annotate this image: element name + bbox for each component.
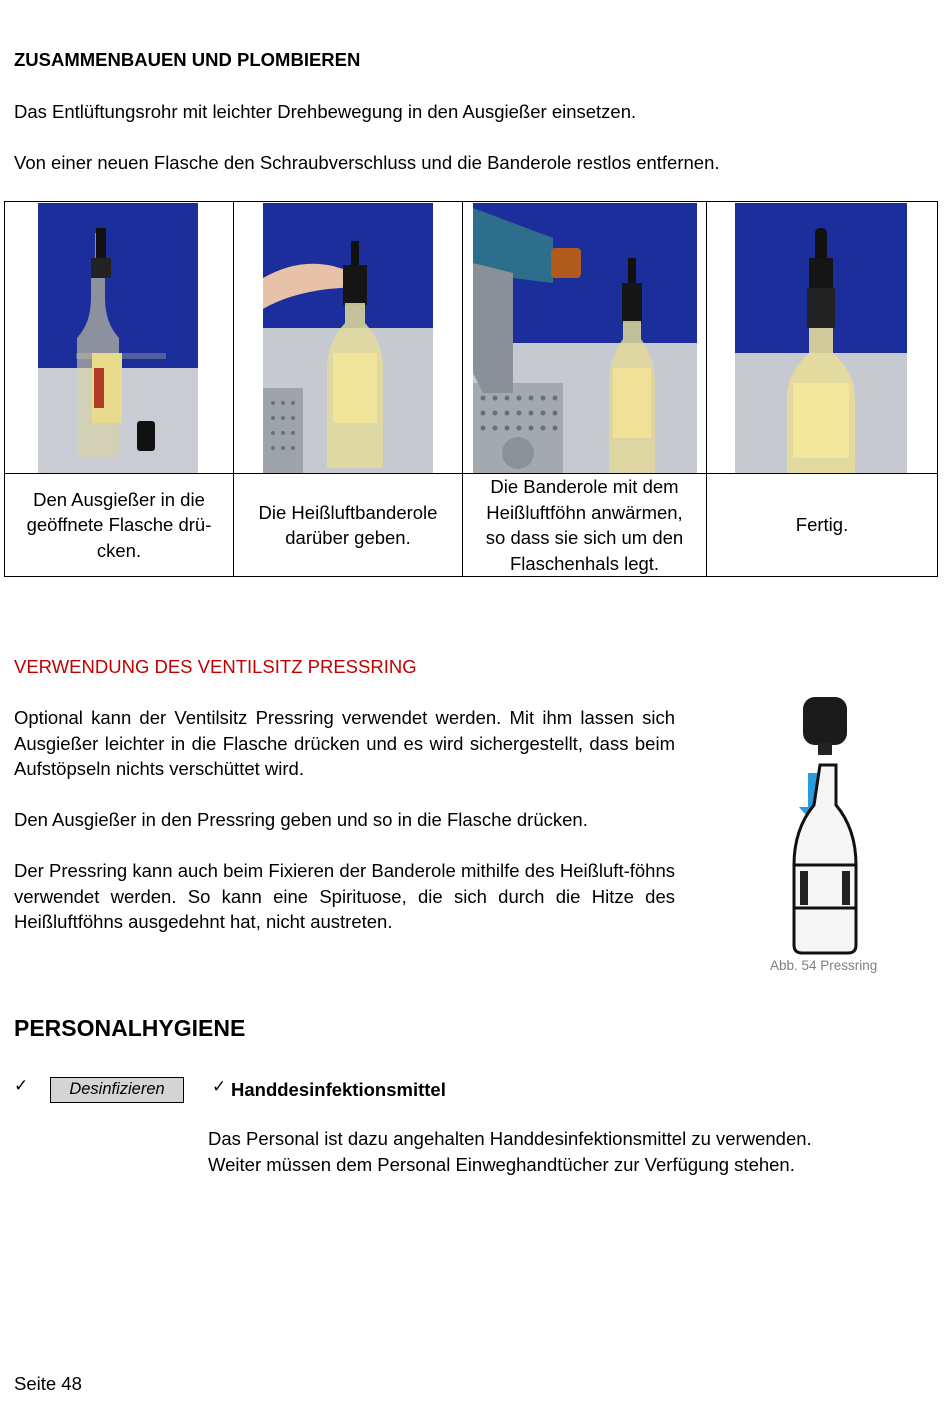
- hygiene-line-2: Weiter müssen dem Personal Einweghandtücher zur Verfügung stehen.: [208, 1154, 795, 1175]
- sealed-bottle-photo: [735, 203, 907, 473]
- pressring-illustration: [790, 693, 860, 955]
- figure-caption: Abb. 54 Pressring: [770, 958, 878, 973]
- bottle-with-pourer-photo: [38, 203, 198, 473]
- step-1-image-cell: [5, 202, 234, 474]
- step-2-caption: Die Heißluftbanderole darüber geben.: [234, 474, 463, 577]
- check-icon: ✓: [212, 1077, 227, 1097]
- paragraph-remove-cap: Von einer neuen Flasche den Schraubverschluss und die Banderole restlos entfernen.: [14, 152, 720, 173]
- paragraph-pressring-heatgun: Der Pressring kann auch beim Fixieren der Banderole mithilfe des Heißluft-föhns verwendet werden. So kann eine Spirituose, die sich durch die Hitze des Heißluftföhns ausgedehnt hat, nicht austreten.: [14, 860, 675, 932]
- step-4-caption: Fertig.: [707, 474, 938, 577]
- step-2-image-cell: [234, 202, 463, 474]
- step-3-image-cell: [463, 202, 707, 474]
- step-3-caption: Die Banderole mit dem Heißluftföhn anwärmen, so dass sie sich um den Flaschenhals legt.: [463, 474, 707, 577]
- paragraph-pressring-optional: Optional kann der Ventilsitz Pressring verwendet werden. Mit ihm lassen sich Ausgießer leichter in die Flasche drücken und es wird sichergestellt, dass beim Aufstöpseln nichts verschüttet wird.: [14, 707, 675, 779]
- hand-placing-band-photo: [263, 203, 433, 473]
- paragraph-insert-tube: Das Entlüftungsrohr mit leichter Drehbewegung in den Ausgießer einsetzen.: [14, 101, 637, 122]
- page-number: Seite 48: [14, 1373, 82, 1394]
- heat-gun-photo: [473, 203, 697, 473]
- item-title-hand-disinfectant: Handdesinfektionsmittel: [231, 1079, 446, 1100]
- section-title-pressring: VERWENDUNG DES VENTILSITZ PRESSRING: [14, 656, 417, 677]
- section-title-hygiene: PERSONALHYGIENE: [14, 1015, 246, 1041]
- paragraph-pressring-usage: Den Ausgießer in den Pressring geben und so in die Flasche drücken.: [14, 809, 588, 830]
- hygiene-line-1: Das Personal ist dazu angehalten Handdesinfektionsmittel zu verwenden.: [208, 1128, 812, 1149]
- check-icon: ✓: [14, 1076, 29, 1096]
- steps-table: [4, 201, 938, 577]
- step-4-image-cell: [707, 202, 938, 474]
- section-title-assembly: ZUSAMMENBAUEN UND PLOMBIEREN: [14, 49, 361, 70]
- disinfect-tag: Desinfizieren: [50, 1077, 184, 1103]
- step-1-caption: Den Ausgießer in die geöffnete Flasche drü-cken.: [5, 474, 234, 577]
